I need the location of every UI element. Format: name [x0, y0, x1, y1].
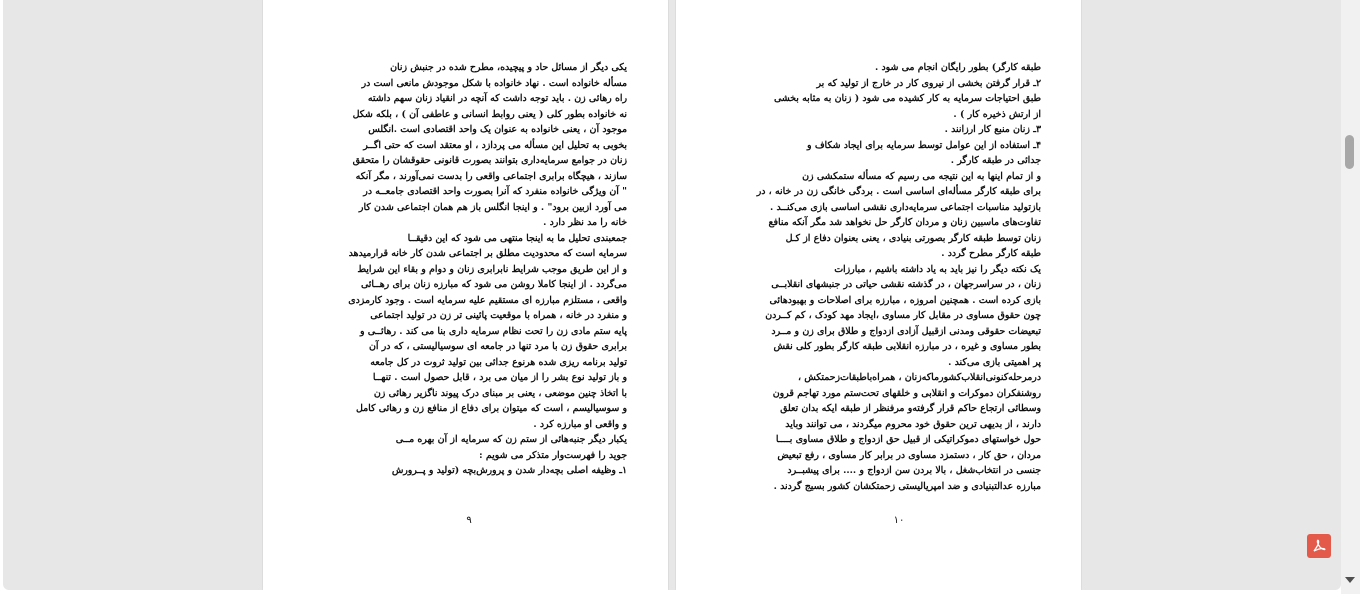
- text-line: خانه را مد نظر دارد .: [543, 217, 627, 228]
- text-line: ۲ـ قرار گرفتن بخشی از نیروی کار در خارج از تولید که بر: [816, 77, 1041, 89]
- page-number: ۱۰: [893, 515, 905, 526]
- text-line: زنان توسط طبقه کارگر بصورتی بنیادی ، یعنی بعنوان دفاع از کـل: [785, 232, 1041, 244]
- page-text: [719, 60, 1041, 494]
- text-line: برابری حقوق زن با مرد تنها در جامعه ای سوسیالیستی ، که در آن: [369, 341, 627, 352]
- text-line: روشنفکران دموکرات و انقلابی و خلقهای تحت‌ستم مورد تهاجم قرون: [772, 387, 1041, 399]
- text-line: سازند ، هیچگاه برابری اجتماعی واقعی را بدست نمی‌آورند ، مگر آنکه: [355, 170, 627, 182]
- text-line: زنان در جوامع سرمایه‌داری بتوانند بصورت قانونی حقوقشان را متحقق: [352, 155, 627, 166]
- text-line: درمرحله‌کنونی‌انقلاب‌کشورما‌که‌زنان ، همراه‌با‌طبقات‌زحمتکش ،: [798, 372, 1041, 383]
- text-line: می آورد ازبین برود" . و اینجا انگلس باز هم همان اجتماعی شدن کار: [358, 201, 627, 213]
- text-line: وسطائی ارتجاع حاکم قرار گرفته‌و مرفنظر از طبقه ایکه بدان تعلق: [780, 403, 1041, 414]
- text-line: پایه ستم مادی زن را تحت نظام سرمایه داری بنا می کند . رهائــی و: [359, 325, 627, 337]
- page-text: [307, 60, 627, 479]
- text-line: یکبار دیگر جنبه‌هائی از ستم زن که سرمایه از آن بهره مــی: [395, 434, 627, 445]
- text-line: برای طبقه کارگر مسأله‌ای اساسی است . بردگی خانگی زن در خانه ، در: [756, 186, 1041, 197]
- scrollbar-thumb[interactable]: [1345, 135, 1354, 169]
- text-line: " آن ویژگی خانواده منفرد که آنرا بصورت واحد اقتصادی جامعــه در: [363, 186, 627, 197]
- text-line: واقعی ، مستلزم مبارزه ای مستقیم علیه سرمایه است . وجود کارمزدی: [348, 294, 627, 306]
- pdf-icon: [1311, 538, 1327, 554]
- text-line: ۴ـ استفاده از این عوامل توسط سرمایه برای ایجاد شکاف و: [807, 139, 1041, 151]
- text-line: و سوسیالیسم ، است که میتوان برای دفاع از منافع زن و رهائی کامل: [356, 403, 627, 414]
- text-line: و باز تولید نوع بشر را از میان می برد ، قابل حصول است . تنهــا: [372, 372, 627, 383]
- text-line: موجود آن ، یعنی خانواده به عنوان یک واحد اقتصادی است .انگلس: [368, 124, 627, 135]
- text-line: سرمایه است که محدودیت مطلق بر اجتماعی شدن کار خانه قرارمیدهد: [348, 248, 627, 259]
- text-line: از ارتش ذخیره کار ) .: [953, 108, 1041, 120]
- text-line: جوید را فهرست‌وار متذکر می شویم :: [479, 449, 627, 461]
- text-line: نه خانواده بطور کلی ( یعنی روابط انسانی و عاطفی آن ) ، بلکه شکل: [352, 108, 627, 120]
- pdf-open-button[interactable]: [1307, 534, 1331, 558]
- text-line: بطور مساوی و غیره ، در مبارزه انقلابی طبقه کارگر بطور کلی نقش: [773, 341, 1041, 352]
- pdf-viewer[interactable]: [3, 0, 1341, 590]
- text-line: جمعبندی تحلیل ما به اینجا منتهی می شود که این دقیقــا: [407, 232, 627, 244]
- text-line: بازی کرده است . همچنین امروزه ، مبارزه برای اصلاحات و بهبودهائی: [769, 294, 1041, 306]
- text-line: چون حقوق مساوی در مقابل کار مساوی ،ایجاد مهد کودک ، کم کــردن: [765, 310, 1041, 321]
- text-line: و از تمام اینها به این نتیجه می رسیم که مسأله ستمکشی زن: [802, 170, 1041, 182]
- text-line: راه رهائی زن . باید توجه داشت که آنچه در انقیاد زنان سهم داشته: [367, 93, 627, 104]
- text-line: یک نکته دیگر را نیز باید به یاد داشته باشیم ، مبارزات: [834, 263, 1041, 275]
- text-line: می‌گردد . از اینجا کاملا روشن می شود که مبارزه زنان برای رهــائی: [360, 279, 627, 290]
- document-page-right: [676, 0, 1081, 590]
- text-line: و از این طریق موجب شرایط نابرابری زنان و دوام و بقاء این شرایط: [357, 263, 627, 275]
- text-line: تولید برنامه ریزی شده هرنوع جدائی بین تولید ثروت در کل جامعه: [370, 356, 627, 368]
- text-line: مبارزه عدالتبنیادی و ضد امپریالیستی زحمتکشان کشور بسیج گردند .: [773, 480, 1041, 492]
- text-line: ۱ـ وظیفه اصلی بچه‌دار شدن و پرورش‌بچه (تولید و پــرورش: [391, 465, 627, 476]
- text-line: مردان ، حق کار ، دستمزد مساوی در برابر کار مساوی ، رفع تبعیض: [777, 449, 1041, 461]
- text-line: طبق احتیاجات سرمایه به کار کشیده می شود ( زنان به مثابه بخشی: [773, 93, 1041, 104]
- text-line: تفاوت‌های ماسبین زنان و مردان کارگر حل نخواهد شد مگر آنکه منافع: [768, 217, 1041, 228]
- text-line: جدائی در طبقه کارگر .: [950, 155, 1041, 166]
- text-line: طبقه کارگر مطرح گردد .: [941, 248, 1041, 259]
- document-page-left: [263, 0, 668, 590]
- text-line: با اتخاذ چنین موضعی ، یعنی بر مبنای درک پیوند ناگزیر رهائی زن: [373, 387, 627, 399]
- text-line: جنسی در انتخاب‌شغل ، بالا بردن سن ازدواج و .... برای پیشبــرد: [787, 465, 1041, 476]
- text-line: طبقه کارگر) بطور رایگان انجام می شود .: [874, 62, 1041, 73]
- vertical-scrollbar[interactable]: [1341, 0, 1360, 594]
- text-line: تبعیضات حقوقی ومدنی ازقبیل آزادی ازدواج و طلاق برای زن و مــرد: [771, 325, 1041, 337]
- text-line: دارند ، از بدیهی ترین حقوق خود محروم میگردند ، می توانند وباید: [785, 418, 1041, 430]
- scroll-down-arrow-icon[interactable]: [1345, 577, 1355, 583]
- text-line: و منفرد در خانه ، همراه با موقعیت پائینی تر زن در تولید اجتماعی: [370, 310, 627, 321]
- text-line: مسأله خانواده است . نهاد خانواده با شکل موجودش مانعی است در: [361, 77, 627, 89]
- page-number: ۹: [466, 515, 472, 526]
- text-line: بخوبی به تحلیل این مسأله می پردازد ، او معتقد است که حتی اگــر: [363, 139, 627, 151]
- text-line: ۳ـ زنان منبع کار ارزانند .: [944, 124, 1041, 135]
- text-line: زنان ، در سراسرجهان ، در گذشته نقشی حیاتی در جنبشهای انقلابــی: [771, 279, 1041, 290]
- text-line: حول خواستهای دموکراتیکی از قبیل حق ازدواج و طلاق مساوی بــــا: [775, 434, 1041, 445]
- text-line: یکی دیگر از مسائل حاد و پیچیده‌، مطرح شده در جنبش زنان: [390, 62, 627, 73]
- text-line: و واقعی او مبارزه کرد .: [533, 418, 627, 430]
- text-line: بازتولید مناسبات اجتماعی سرمایه‌داری نقشی اساسی بازی می‌کنــد .: [770, 201, 1041, 213]
- text-line: پر اهمیتی بازی می‌کند .: [948, 356, 1041, 368]
